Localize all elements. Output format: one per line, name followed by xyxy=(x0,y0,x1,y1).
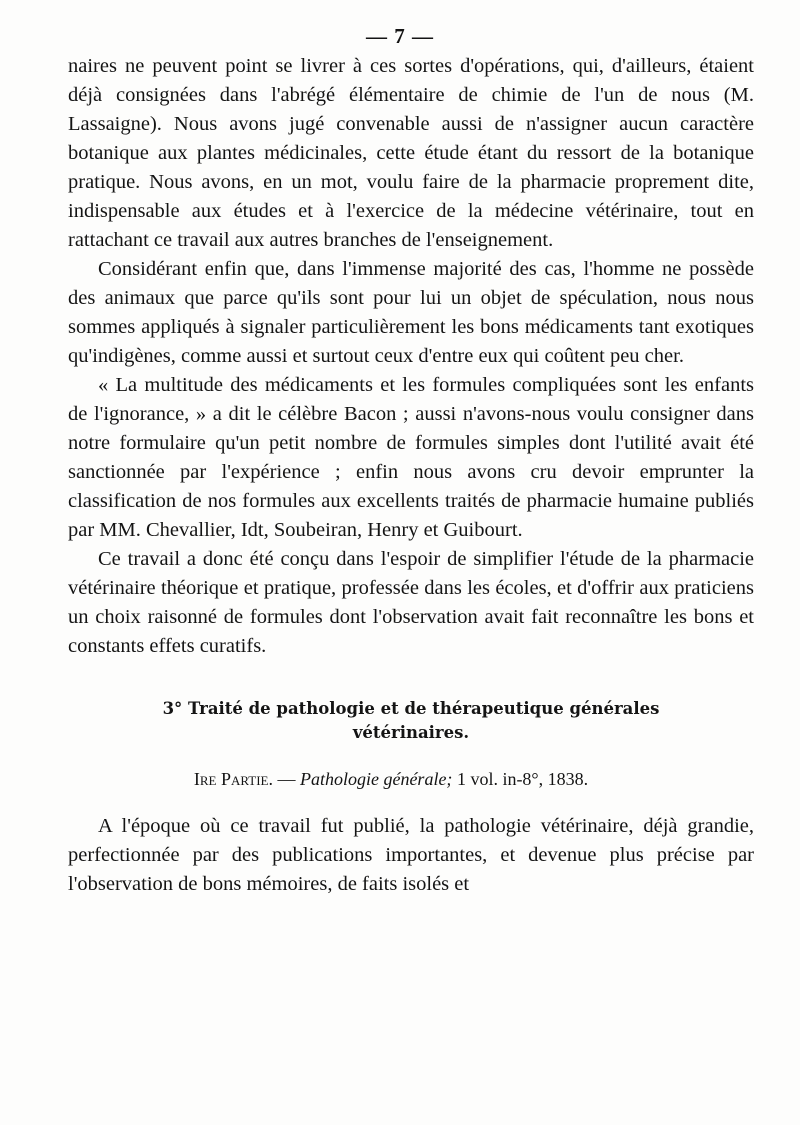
part-line xyxy=(68,769,754,790)
section-heading: 3° Traité de pathologie et de thérapeutique générales vétérinaires. xyxy=(162,699,660,742)
paragraph-2: Considérant enfin que, dans l'immense majorité des cas, l'homme ne possède des animaux que parce qu'ils sont pour lui un objet de spéculation, nous nous sommes appliqués à signaler particulièrement les bons médicaments tant exotiques qu'indigènes, comme aussi et surtout ceux d'entre eux qui coûtent peu cher. xyxy=(68,258,754,367)
page-number: — 7 — xyxy=(366,24,434,48)
paragraph-4: Ce travail a donc été conçu dans l'espoir de simplifier l'étude de la pharmacie vétérinaire théorique et pratique, professée dans les écoles, et d'offrir aux praticiens un choix raisonné de formules dont l'observation avait fait reconnaître les bons et constants effets curatifs. xyxy=(68,548,754,657)
paragraph-3: « La multitude des médicaments et les formules compliquées sont les enfants de l'ignorance, » a dit le célèbre Bacon ; aussi n'avons-nous voulu consigner dans notre formulaire qu'un petit nombre de formules simples dont l'utilité avait été sanctionnée par l'expérience ; enfin nous avons cru devoir emprunter la classification de nos formules aux excellents traités de pharmacie humaine publiés par MM. Chevallier, Idt, Soubeiran, Henry et Guibourt. xyxy=(68,374,754,541)
body-text xyxy=(68,52,754,899)
paragraph-1: naires ne peuvent point se livrer à ces sortes d'opérations, qui, d'ailleurs, étaient déjà consignées dans l'abrégé élémentaire de chimie de l'un de nous (M. Lassaigne). Nous avons jugé convenable aussi de n'assigner aucun caractère botanique aux plantes médicinales, cette étude étant du ressort de la botanique pratique. Nous avons, en un mot, voulu faire de la pharmacie proprement dite, indispensable aux études et à l'exercice de la médecine vétérinaire, tout en rattachant ce travail aux autres branches de l'enseignement. xyxy=(68,55,754,251)
paragraph-5: A l'époque où ce travail fut publié, la pathologie vétérinaire, déjà grandie, perfectionnée par des publications importantes, et devenue plus précise par l'observation de bons mémoires, de faits isolés et xyxy=(68,815,754,895)
part-title: Pathologie générale; xyxy=(299,769,453,789)
part-details: 1 vol. in-8°, 1838. xyxy=(452,769,589,789)
part-separator: — xyxy=(272,769,300,789)
part-label: Ire Partie. xyxy=(193,769,273,789)
